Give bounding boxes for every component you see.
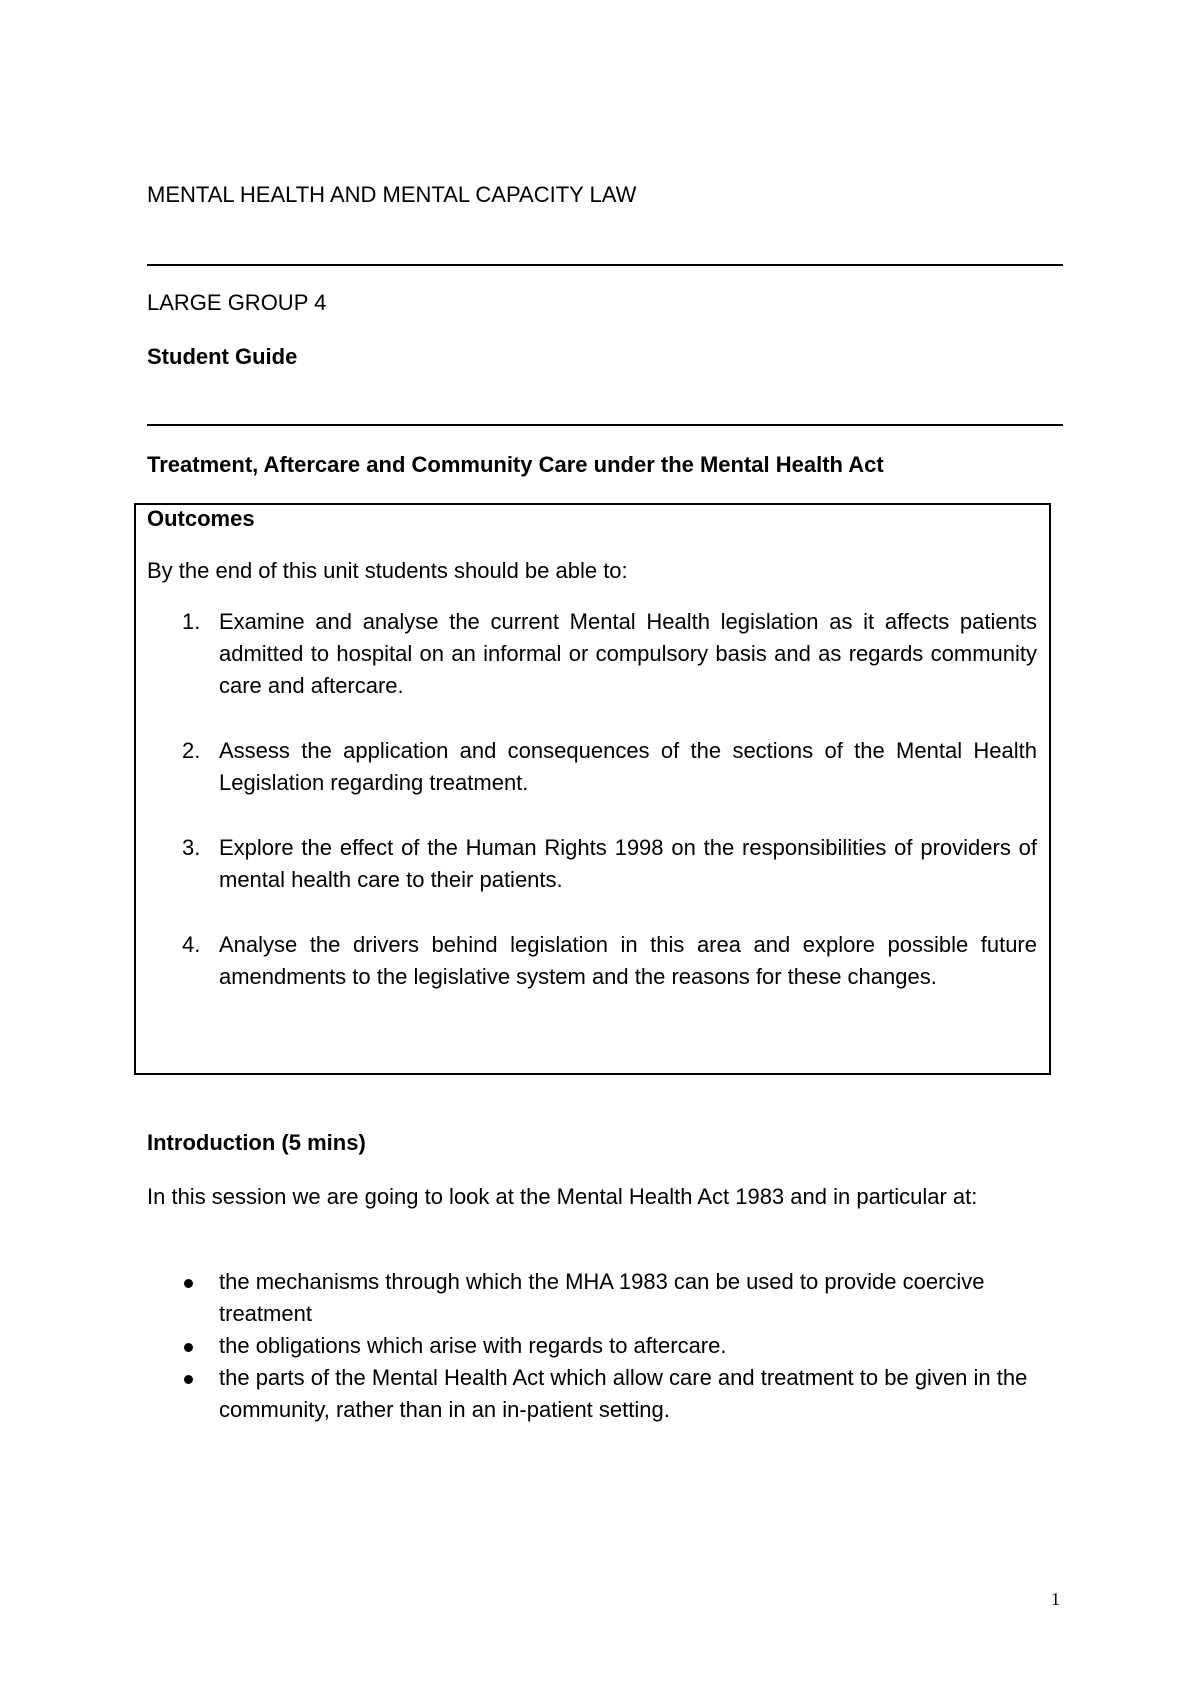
outcome-item — [147, 735, 1037, 805]
outcome-number: 2. — [182, 738, 201, 763]
bullet-item — [147, 1330, 1047, 1362]
group-label: LARGE GROUP 4 — [147, 290, 327, 315]
outcome-text: Examine and analyse the current Mental Health legislation as it affects patients admitted to hospital on an informal or compulsory basis and as regards community care and aftercare. — [219, 609, 1037, 698]
outcome-text: Analyse the drivers behind legislation in this area and explore possible future amendments to the legislative system and the reasons for these changes. — [219, 932, 1037, 989]
bullet-icon — [184, 1279, 193, 1288]
bullet-icon — [184, 1375, 193, 1384]
bullet-item — [147, 1362, 1047, 1426]
outcome-item — [147, 832, 1037, 902]
outcome-number: 3. — [182, 835, 201, 860]
outcome-text: Explore the effect of the Human Rights 1998 on the responsibilities of providers of mental health care to their patients. — [219, 835, 1037, 892]
outcome-text: Assess the application and consequences of the sections of the Mental Health Legislation regarding treatment. — [219, 738, 1037, 795]
horizontal-rule — [147, 424, 1063, 426]
horizontal-rule — [147, 264, 1063, 266]
bullet-item — [147, 1266, 1047, 1330]
outcome-number: 4. — [182, 932, 201, 957]
page-number: 1 — [1051, 1589, 1060, 1609]
outcomes-heading: Outcomes — [147, 506, 255, 531]
outcome-item — [147, 606, 1037, 706]
bullet-icon — [184, 1343, 193, 1352]
introduction-paragraph: In this session we are going to look at the Mental Health Act 1983 and in particular at: — [147, 1184, 978, 1209]
outcomes-intro: By the end of this unit students should be able to: — [147, 558, 628, 583]
guide-label: Student Guide — [147, 344, 298, 369]
section-heading: Treatment, Aftercare and Community Care under the Mental Health Act — [147, 452, 884, 477]
bullet-text: the parts of the Mental Health Act which allow care and treatment to be given in the community, rather than in an in-patient setting. — [219, 1365, 1028, 1422]
bullet-text: the mechanisms through which the MHA 1983 can be used to provide coercive treatment — [219, 1269, 985, 1326]
outcome-number: 1. — [182, 609, 201, 634]
bullet-text: the obligations which arise with regards to aftercare. — [219, 1333, 727, 1358]
document-title: MENTAL HEALTH AND MENTAL CAPACITY LAW — [147, 182, 637, 207]
outcome-item — [147, 929, 1037, 1029]
introduction-heading: Introduction (5 mins) — [147, 1130, 366, 1155]
